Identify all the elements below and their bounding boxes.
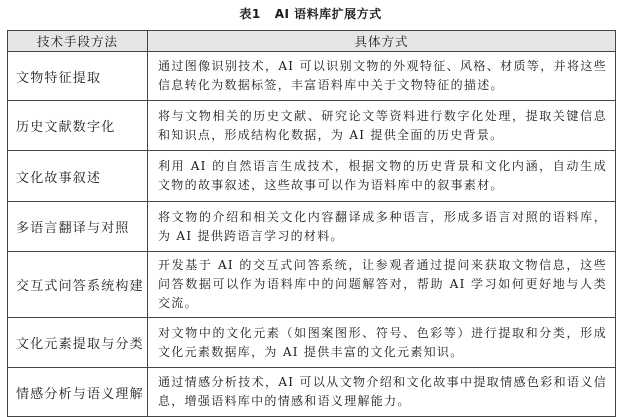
description-cell: 通过图像识别技术，AI 可以识别文物的外观特征、风格、材质等，并将这些信息转化为数据标签，丰富语料库中关于文物特征的描述。	[148, 52, 616, 101]
table-row	[8, 52, 616, 101]
table-row	[8, 368, 616, 417]
header-method: 技术手段方法	[8, 31, 148, 52]
table-title: AI 语料库扩展方式	[274, 7, 382, 21]
expansion-methods-table	[7, 30, 616, 417]
table-row	[8, 318, 616, 368]
description-cell: 将与文物相关的历史文献、研究论文等资料进行数字化处理，提取关键信息和知识点，形成结构化数据，为 AI 提供全面的历史背景。	[148, 101, 616, 151]
method-cell: 文化元素提取与分类	[8, 318, 148, 368]
table-row	[8, 252, 616, 318]
description-cell: 开发基于 AI 的交互式问答系统，让参观者通过提问来获取文物信息，这些问答数据可以作为语料库中的问题解答对，帮助 AI 学习如何更好地与人类交流。	[148, 252, 616, 318]
table-row	[8, 151, 616, 202]
description-cell: 对文物中的文化元素（如图案图形、符号、色彩等）进行提取和分类，形成文化元素数据库，为 AI 提供丰富的文化元素知识。	[148, 318, 616, 368]
method-cell: 历史文献数字化	[8, 101, 148, 151]
table-number: 表1	[239, 7, 261, 21]
description-cell: 利用 AI 的自然语言生成技术，根据文物的历史背景和文化内涵，自动生成文物的故事叙述，这些故事可以作为语料库中的叙事素材。	[148, 151, 616, 202]
method-cell: 多语言翻译与对照	[8, 202, 148, 252]
method-cell: 文物特征提取	[8, 52, 148, 101]
header-description: 具体方式	[148, 31, 616, 52]
description-cell: 将文物的介绍和相关文化内容翻译成多种语言，形成多语言对照的语料库，为 AI 提供跨语言学习的材料。	[148, 202, 616, 252]
table-caption	[0, 6, 621, 22]
table-row	[8, 202, 616, 252]
description-cell: 通过情感分析技术，AI 可以从文物介绍和文化故事中提取情感色彩和语义信息，增强语料库中的情感和语义理解能力。	[148, 368, 616, 417]
method-cell: 情感分析与语义理解	[8, 368, 148, 417]
method-cell: 交互式问答系统构建	[8, 252, 148, 318]
table-row	[8, 101, 616, 151]
table-header-row	[8, 31, 616, 52]
method-cell: 文化故事叙述	[8, 151, 148, 202]
